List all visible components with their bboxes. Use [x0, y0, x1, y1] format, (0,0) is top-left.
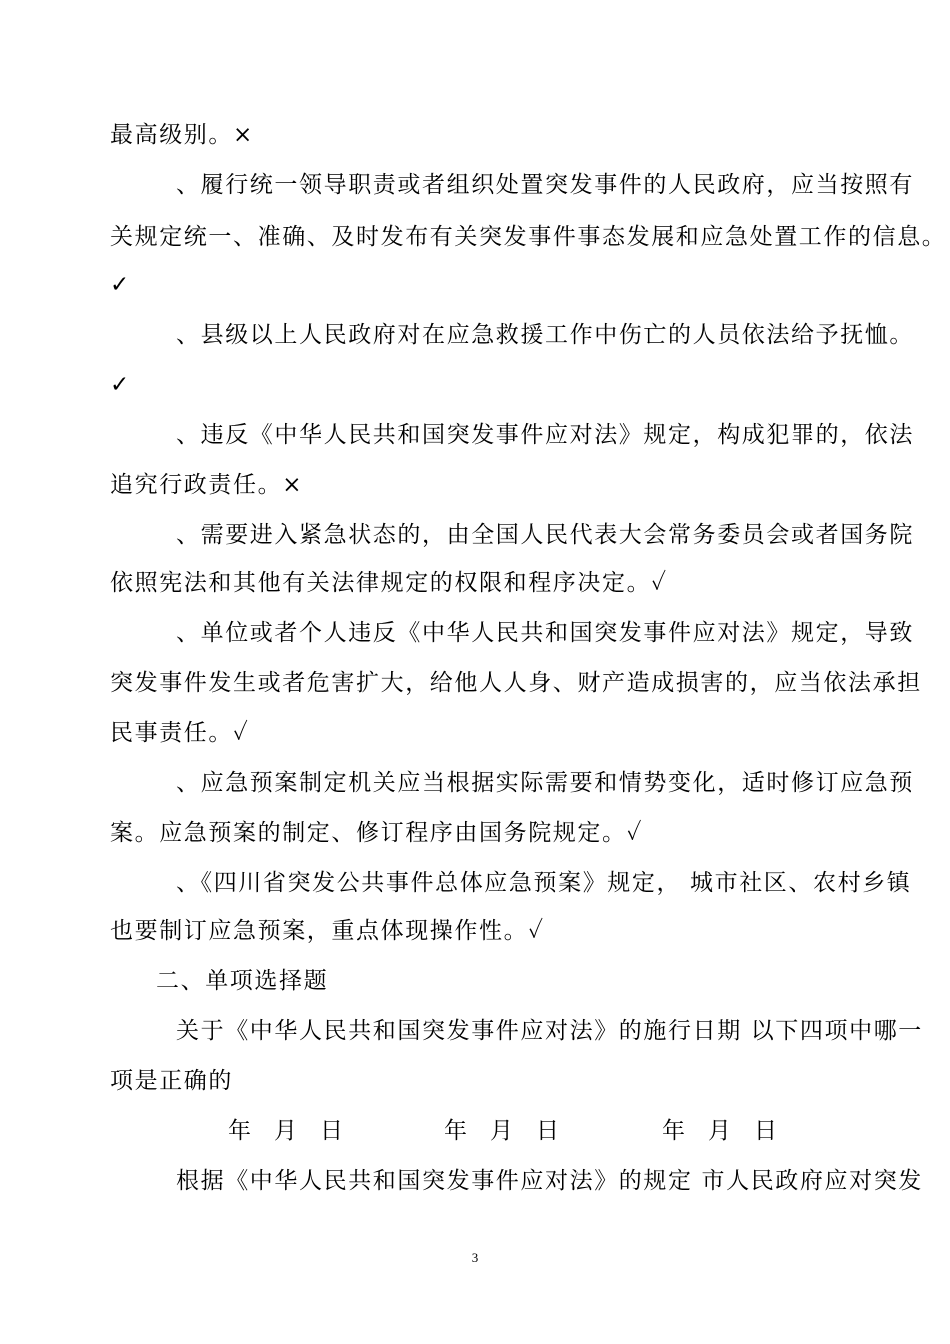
text-line: 、单位或者个人违反《中华人民共和国突发事件应对法》规定，导致 — [176, 620, 914, 646]
text-line: 、应急预案制定机关应当根据实际需要和情势变化，适时修订应急预 — [176, 770, 914, 796]
text-line: 、需要进入紧急状态的，由全国人民代表大会常务委员会或者国务院 — [176, 522, 914, 548]
page-number: 3 — [471, 1250, 479, 1265]
text-line: 民事责任。✓ — [110, 720, 250, 746]
text-line: 突发事件发生或者危害扩大，给他人人身、财产造成损害的，应当依法承担 — [110, 670, 922, 696]
text-line: 关规定统一、准确、及时发布有关突发事件事态发展和应急处置工作的信息。 — [110, 224, 947, 250]
text-line: 最高级别。× — [110, 122, 254, 148]
text-line: 项是正确的 — [110, 1068, 233, 1094]
date-option-b: 年 月 日 — [444, 1118, 559, 1144]
text-line: 依照宪法和其他有关法律规定的权限和程序决定。✓ — [110, 570, 668, 596]
text-line: 追究行政责任。× — [110, 472, 304, 498]
text-line: 、违反《中华人民共和国突发事件应对法》规定，构成犯罪的，依法 — [176, 422, 914, 448]
date-option-c: 年 月 日 — [662, 1118, 777, 1144]
date-option-a: 年 月 日 — [228, 1118, 343, 1144]
section-heading: 二、单项选择题 — [156, 968, 329, 994]
text-line: 、履行统一领导职责或者组织处置突发事件的人民政府，应当按照有 — [176, 172, 914, 198]
text-line: 也要制订应急预案，重点体现操作性。✓ — [110, 918, 545, 944]
text-line: 关于《中华人民共和国突发事件应对法》的施行日期 以下四项中哪一 — [176, 1018, 923, 1044]
text-line: 根据《中华人民共和国突发事件应对法》的规定 市人民政府应对突发 — [176, 1168, 923, 1194]
text-line: 案。应急预案的制定、修订程序由国务院规定。✓ — [110, 820, 644, 846]
text-line: 、《四川省突发公共事件总体应急预案》规定， 城市社区、农村乡镇 — [176, 870, 912, 896]
check-mark: ✓ — [110, 372, 131, 398]
check-mark: ✓ — [110, 272, 131, 298]
text-line: 、县级以上人民政府对在应急救援工作中伤亡的人员依法给予抚恤。 — [176, 322, 914, 348]
